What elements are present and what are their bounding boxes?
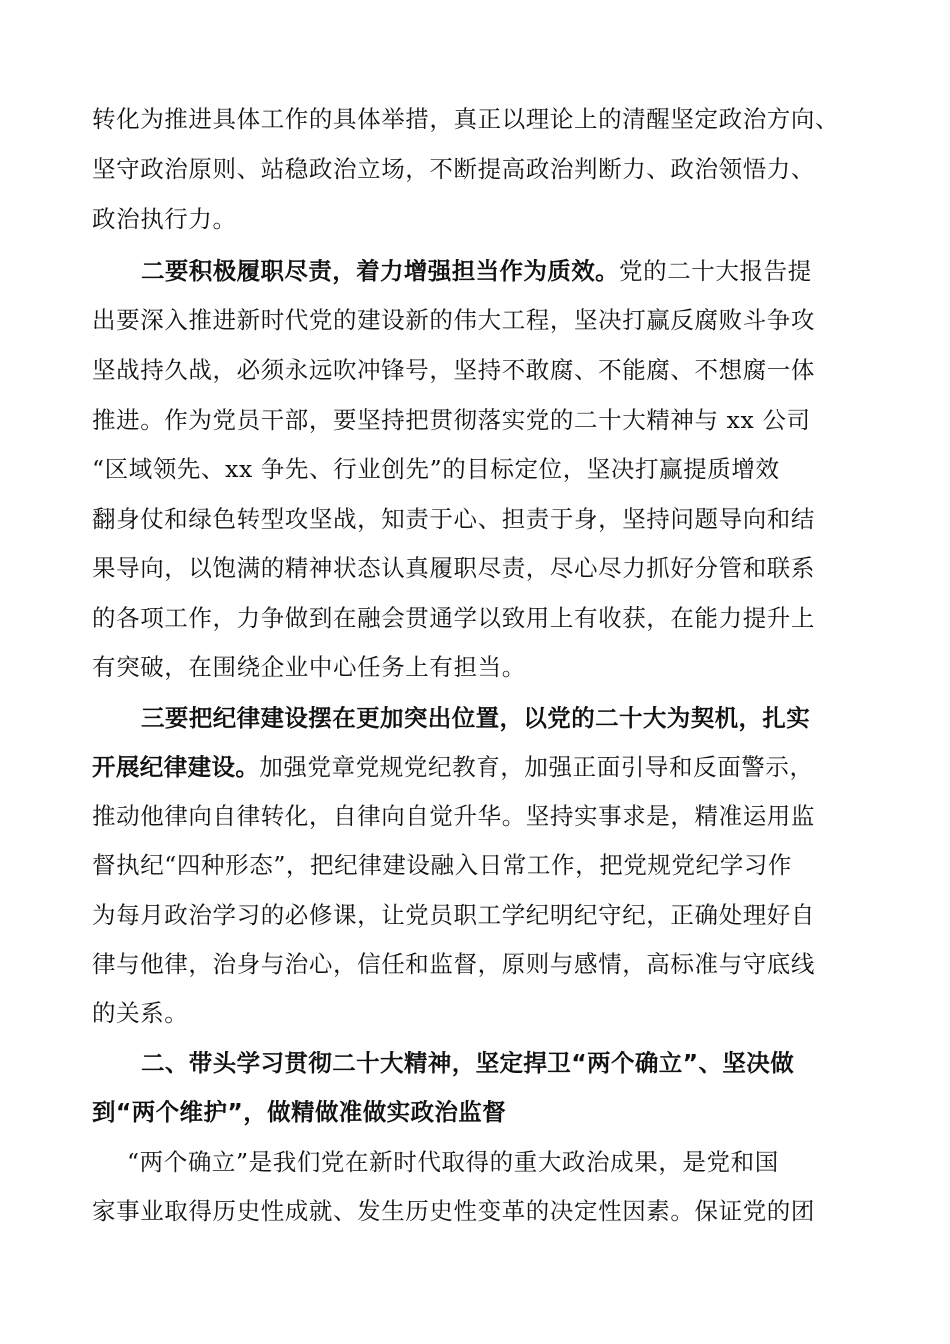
paragraph-line [92, 752, 814, 782]
paragraph-heading: 三要把纪律建设摆在更加突出位置，以党的二十大为契机，扎实 [141, 704, 811, 732]
paragraph-line: 转化为推进具体工作的具体举措，真正以理论上的清醒坚定政治方向、 [92, 105, 840, 133]
paragraph-line: “区域领先、xx 争先、行业创先”的目标定位，坚决打赢提质增效 [92, 455, 780, 483]
paragraph-text: 加强党章党规党纪教育，加强正面引导和反面警示， [259, 753, 814, 781]
paragraph-line: 翻身仗和绿色转型攻坚战，知责于心、担责于身，坚持问题导向和结 [92, 505, 815, 533]
paragraph-line: 有突破，在围绕企业中心任务上有担当。 [92, 653, 526, 681]
paragraph-first-line [141, 256, 812, 286]
section-title: 二、带头学习贯彻二十大精神，坚定捍卫“两个确立”、坚决做 [141, 1049, 795, 1077]
paragraph-line: 家事业取得历史性成就、发生历史性变革的决定性因素。保证党的团 [92, 1197, 815, 1225]
section-title: 到“两个维护”，做精做准做实政治监督 [92, 1098, 507, 1126]
paragraph-line: 督执纪“四种形态”，把纪律建设融入日常工作，把党规党纪学习作 [92, 851, 793, 879]
paragraph-line: 果导向，以饱满的精神状态认真履职尽责，尽心尽力抓好分管和联系 [92, 554, 815, 582]
paragraph-heading: 开展纪律建设。 [92, 753, 260, 781]
paragraph-text: 党的二十大报告提 [619, 257, 812, 285]
paragraph-line: 为每月政治学习的必修课，让党员职工学纪明纪守纪，正确处理好自 [92, 901, 815, 929]
paragraph-line: 律与他律，治身与治心，信任和监督，原则与感情，高标准与守底线 [92, 950, 815, 978]
paragraph-line: 推动他律向自律转化，自律向自觉升华。坚持实事求是，精准运用监 [92, 802, 815, 830]
paragraph-first-line: “两个确立”是我们党在新时代取得的重大政治成果，是党和国 [127, 1148, 779, 1176]
paragraph-line: 的关系。 [92, 999, 189, 1027]
paragraph-line: 推进。作为党员干部，要坚持把贯彻落实党的二十大精神与 xx 公司 [92, 406, 811, 434]
paragraph-line: 出要深入推进新时代党的建设新的伟大工程，坚决打赢反腐败斗争攻 [92, 306, 815, 334]
paragraph-line: 坚守政治原则、站稳政治立场，不断提高政治判断力、政治领悟力、 [92, 155, 815, 183]
paragraph-heading: 二要积极履职尽责，着力增强担当作为质效。 [141, 257, 619, 285]
paragraph-line: 坚战持久战，必须永远吹冲锋号，坚持不敢腐、不能腐、不想腐一体 [92, 356, 815, 384]
paragraph-line: 的各项工作，力争做到在融会贯通学以致用上有收获，在能力提升上 [92, 604, 815, 632]
paragraph-line: 政治执行力。 [92, 205, 237, 233]
